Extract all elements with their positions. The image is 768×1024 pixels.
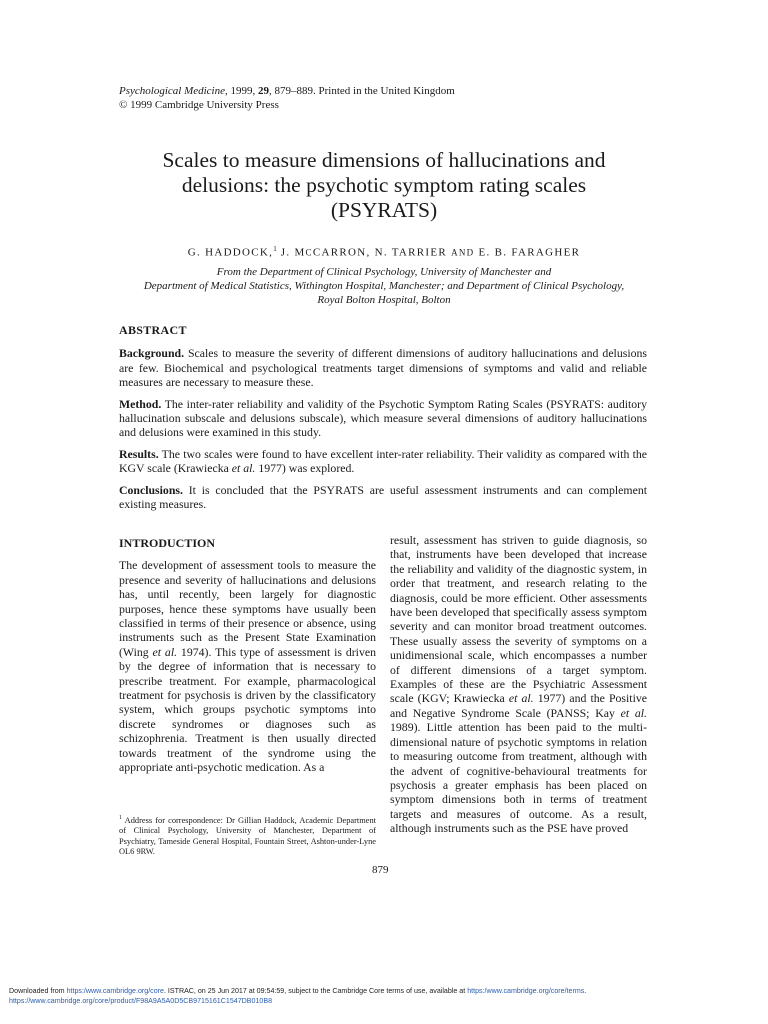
paper-title: Scales to measure dimensions of hallucinations and delusions: the psychotic symptom rating scales (PSYRATS) — [162, 148, 606, 222]
journal-volume: 29 — [258, 85, 269, 97]
terms-link[interactable]: https:/www.cambridge.org/core/terms — [467, 987, 585, 995]
author-list: G. HADDOCK,$^1$ J. MCCARRON, N. TARRIER AND E. B. FARAGHER — [187, 245, 581, 259]
introduction-heading: INTRODUCTION — [119, 536, 216, 550]
page-number: 879 — [372, 864, 389, 876]
affiliations: From the Department of Clinical Psychology, University of Manchester and Department of Medical Statistics, Withington Hospital, Manchester; and Department of Clinical Psychology, Royal Bolton Hospital, Bolton — [143, 266, 625, 306]
introduction-left-column — [119, 536, 376, 775]
product-link[interactable]: https://www.cambridge.org/core/product/F98A9A5A0D5CB9715161C1547DB010B8 — [9, 997, 273, 1005]
copyright-line: © 1999 Cambridge University Press — [119, 99, 279, 111]
author-footnote-marker: 1 — [273, 245, 277, 253]
introduction-paragraph: The development of assessment tools to measure the presence and severity of hallucinations and delusions has, until recently, been largely for diagnostic purposes, hence these symptoms have usually been classified in terms of their presence or absence, using instruments such as the Present State Examination (Wing et al. 1974). This type of assessment is driven by the degree of information that is necessary to prescribe treatment. For example, pharmacological treatment for psychosis is driven by the classificatory system, which groups psychotic symptoms into discrete syndromes or diagnoses such as schizophrenia. Treatment is then usually directed towards treatment of the syndrome using the appropriate anti-psychotic medication. As a — [119, 558, 376, 775]
download-notice: Downloaded from https:/www.cambridge.org/core. ISTRAC, on 25 Jun 2017 at 09:54:59, subject to the Cambridge Core terms of use, available at https:/www.cambridge.org/core/terms. https://www.cambridge.org/core/product/F98A9A5A0D5CB9715161C1547DB010B8 — [9, 987, 587, 1005]
journal-citation — [119, 84, 455, 112]
abstract — [119, 323, 647, 518]
correspondence-footnote: $^1$ Address for correspondence: Dr Gillian Haddock, Academic Department of Clinical Psychology, University of Manchester, Department of Psychiatry, Tameside General Hospital, Fountain Street, Ashton-under-Lyne OL6 9RW. — [119, 815, 376, 857]
introduction-right-column — [390, 533, 647, 836]
abstract-background: Background. Scales to measure the severity of different dimensions of auditory hallucinations and delusions are few. Biochemical and psychological treatments target dimensions of symptoms and valid and reliable measures are necessary to measure these. — [119, 346, 647, 390]
introduction-paragraph-continued: result, assessment has striven to guide diagnosis, so that, instruments have been developed that increase the reliability and validity of the diagnostic system, in order that treatment, and research relating to the diagnosis, could be more efficient. Other assessments have been developed that specifically assess symptom severity and can monitor broad treatment outcomes. These usually assess the severity of symptoms on a unidimensional scale, which encompasses a number of different dimensions of a target symptom. Examples of these are the Psychiatric Assessment scale (KGV; Krawiecka et al. 1977) and the Positive and Negative Syndrome Scale (PANSS; Kay et al. 1989). Little attention has been paid to the multi-dimensional nature of psychotic symptoms in relation to measuring outcome from treatment, although with the advent of cognitive-behavioural treatments for psychosis a greater emphasis has been placed on symptom dimensions both in terms of treatment targets and measures of outcome. As a result, although instruments such as the PSE have proved — [390, 533, 647, 836]
abstract-heading: ABSTRACT — [119, 323, 187, 337]
journal-name: Psychological Medicine — [119, 85, 225, 97]
journal-line: Psychological Medicine, 1999, 29, 879–889. Printed in the United Kingdom — [119, 85, 455, 97]
cambridge-core-link[interactable]: https:/www.cambridge.org/core — [66, 987, 164, 995]
abstract-results: Results. The two scales were found to have excellent inter-rater reliability. Their validity as compared with the KGV scale (Krawiecka et al. 1977) was explored. — [119, 446, 647, 476]
abstract-conclusions: Conclusions. It is concluded that the PSYRATS are useful assessment instruments and can complement existing measures. — [119, 482, 647, 512]
abstract-method: Method. The inter-rater reliability and validity of the Psychotic Symptom Rating Scales (PSYRATS: auditory hallucination subscale and delusions subscale), which measure several dimensions of auditory hallucinations and delusions were examined in this study. — [119, 396, 647, 440]
